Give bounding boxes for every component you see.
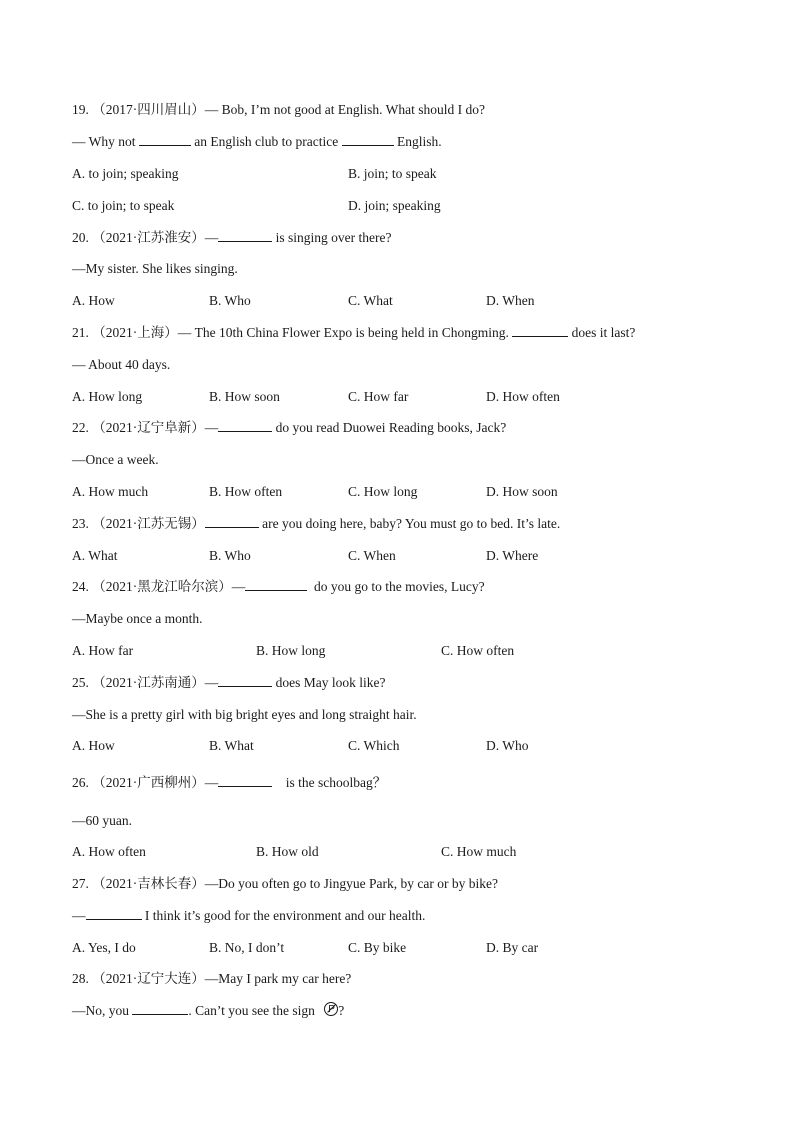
text-segment: English. (393, 134, 442, 149)
option-a: A. to join; speaking (72, 166, 179, 181)
answer-blank (218, 419, 272, 432)
option-d: D. How often (486, 389, 560, 404)
option-b: B. How long (256, 643, 326, 658)
option-d: D. How soon (486, 484, 558, 499)
option-a: A. How far (72, 643, 134, 658)
option-a: A. How long (72, 389, 143, 404)
answer-blank (132, 1002, 188, 1015)
text-segment: 24. （2021·黑龙江哈尔滨）— (72, 579, 246, 594)
answer-blank (205, 515, 259, 528)
text-segment: ? (338, 1003, 345, 1018)
text-segment: 22. （2021·辽宁阜新）— (72, 420, 219, 435)
option-a: A. Yes, I do (72, 940, 136, 955)
text-segment: is the schoolbag？ (272, 775, 387, 790)
question-26 (72, 774, 386, 792)
text-segment: are you doing here, baby? You must go to bed. It’s late. (258, 516, 561, 531)
answer-line: —Maybe once a month. (72, 611, 203, 626)
answer-blank (86, 907, 142, 920)
option-b: B. Who (209, 548, 251, 563)
text-segment: —No, you (72, 1003, 133, 1018)
option-c: C. By bike (348, 940, 407, 955)
option-c: C. What (348, 293, 393, 308)
option-b: B. No, I don’t (209, 940, 285, 955)
text-segment: do you go to the movies, Lucy? (307, 579, 485, 594)
question-25 (72, 674, 385, 692)
answer-blank (342, 133, 394, 146)
answer-line (72, 907, 425, 925)
option-c: C. Which (348, 738, 400, 753)
option-d: D. When (486, 293, 535, 308)
option-c: C. How much (441, 844, 517, 859)
option-d: D. Who (486, 738, 529, 753)
text-segment: — (72, 908, 86, 923)
answer-line: — About 40 days. (72, 357, 171, 372)
answer-line: —Once a week. (72, 452, 159, 467)
option-b: B. How old (256, 844, 319, 859)
option-d: D. Where (486, 548, 539, 563)
option-a: A. What (72, 548, 118, 563)
option-a: A. How (72, 738, 115, 753)
question-24 (72, 578, 485, 596)
option-b: B. Who (209, 293, 251, 308)
option-c: C. When (348, 548, 396, 563)
option-d: D. By car (486, 940, 539, 955)
text-segment: does it last? (568, 325, 636, 340)
text-segment: is singing over there? (272, 230, 392, 245)
answer-blank (139, 133, 191, 146)
option-b: B. What (209, 738, 254, 753)
text-segment: 25. （2021·江苏南通）— (72, 675, 219, 690)
answer-blank (512, 324, 568, 337)
no-parking-icon (324, 1002, 338, 1016)
answer-line: —She is a pretty girl with big bright eyes and long straight hair. (72, 707, 417, 722)
answer-line: —60 yuan. (72, 813, 132, 828)
question-28: 28. （2021·辽宁大连）—May I park my car here? (72, 971, 352, 986)
text-segment: 23. （2021·江苏无锡） (72, 516, 205, 531)
answer-blank (218, 774, 272, 787)
option-d: D. join; speaking (348, 198, 441, 213)
text-segment: do you read Duowei Reading books, Jack? (272, 420, 507, 435)
answer-blank (245, 578, 307, 591)
option-c: C. How often (441, 643, 515, 658)
question-21 (72, 324, 635, 342)
answer-line (72, 1002, 344, 1020)
text-segment: an English club to practice (190, 134, 342, 149)
text-segment: I think it’s good for the environment and our health. (141, 908, 426, 923)
question-20 (72, 229, 391, 247)
question-22 (72, 419, 506, 437)
option-a: A. How (72, 293, 115, 308)
option-c: C. How long (348, 484, 418, 499)
question-19-line2 (72, 133, 442, 151)
option-b: B. join; to speak (348, 166, 437, 181)
text-segment: 26. （2021·广西柳州）— (72, 775, 219, 790)
text-segment: . Can’t you see the sign (188, 1003, 319, 1018)
question-27: 27. （2021·吉林长春）—Do you often go to Jingyue Park, by car or by bike? (72, 876, 498, 891)
text-segment: — Why not (72, 134, 139, 149)
text-segment: 20. （2021·江苏淮安）— (72, 230, 219, 245)
option-b: B. How soon (209, 389, 280, 404)
option-c: C. How far (348, 389, 409, 404)
answer-blank (218, 229, 272, 242)
option-c: C. to join; to speak (72, 198, 175, 213)
option-b: B. How often (209, 484, 283, 499)
question-23 (72, 515, 560, 533)
answer-blank (218, 674, 272, 687)
text-segment: 21. （2021·上海）— The 10th China Flower Expo is being held in Chongming. (72, 325, 513, 340)
text-segment: does May look like? (272, 675, 386, 690)
option-a: A. How much (72, 484, 149, 499)
answer-line: —My sister. She likes singing. (72, 261, 238, 276)
question-19: 19. （2017·四川眉山）— Bob, I’m not good at English. What should I do? (72, 102, 485, 117)
option-a: A. How often (72, 844, 146, 859)
